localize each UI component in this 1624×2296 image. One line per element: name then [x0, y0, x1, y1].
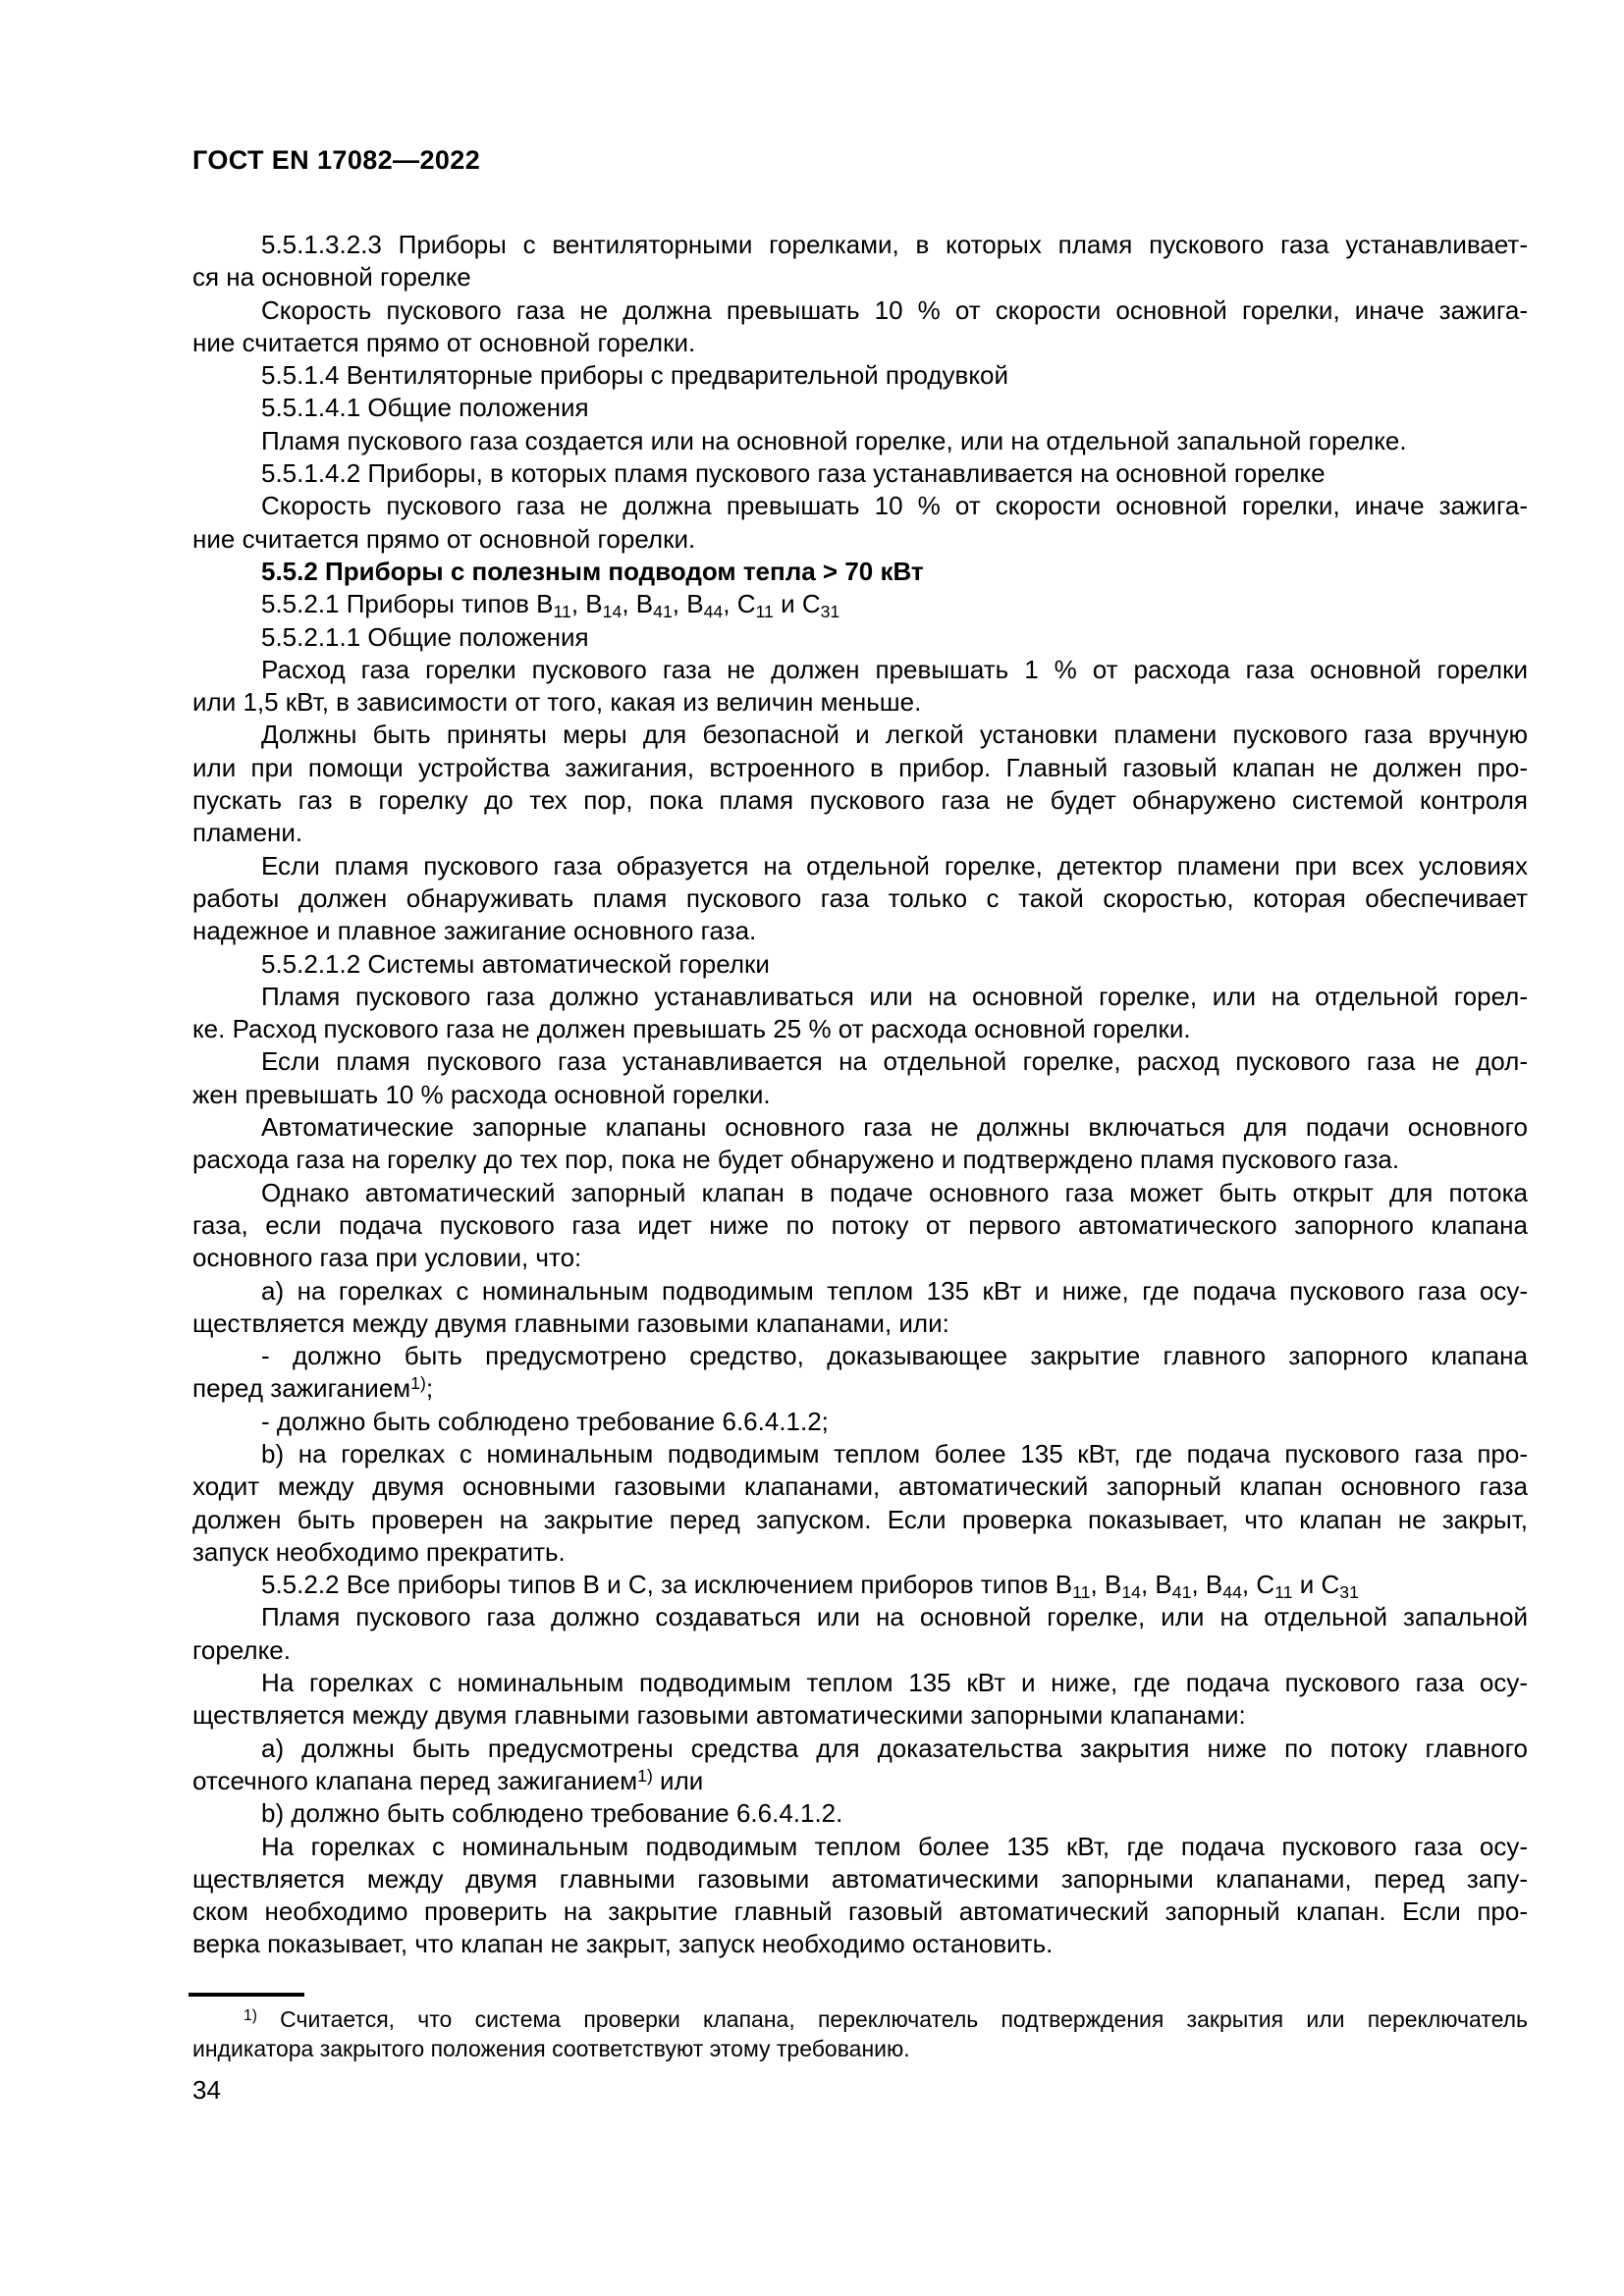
text-line: На горелках с номинальным подводимым теплом 135 кВт и ниже, где подача пускового газа осу- [261, 1668, 1528, 1698]
text-line: индикатора закрытого положения соответствуют этому требованию. [192, 2036, 910, 2061]
text-line: Пламя пускового газа должно устанавливаться или на основной горелке, или на отдельной горел- [261, 981, 1528, 1011]
paragraph [192, 1111, 1528, 1177]
text-line: основного газа при условии, что: [192, 1243, 582, 1273]
text-line: надежное и плавное зажигание основного газа. [192, 916, 757, 946]
text-run: , B [1191, 1570, 1223, 1600]
text-line: горелке. [192, 1634, 291, 1665]
paragraph [192, 392, 1528, 424]
paragraph [192, 457, 1528, 490]
paragraph [192, 425, 1528, 457]
text-line [192, 1372, 1528, 1405]
paragraph [192, 1667, 1528, 1733]
text-line: 5.5.1.4.2 Приборы, в которых пламя пускового газа устанавливается на основной горелке [261, 458, 1326, 489]
paragraph [192, 1406, 1528, 1438]
subscript-text: 11 [553, 602, 571, 622]
text-line: ществляется между двумя главными газовыми автоматическими запорными клапанами, перед запу- [192, 1863, 1528, 1894]
text-run: , B [622, 589, 654, 619]
text-line: работы должен обнаруживать пламя пускового газа только с такой скоростью, которая обеспечивает [192, 882, 1528, 913]
text-line: ние считается прямо от основной горелки. [192, 523, 696, 554]
superscript-footnote-marker: 1) [244, 2006, 257, 2024]
text-line: Скорость пускового газа не должна превышать 10 % от скорости основной горелки, иначе зажига- [261, 491, 1528, 521]
text-run: Считается, что система проверки клапана, переключатель подтверждения закрытия или переключатель [256, 2006, 1528, 2032]
paragraph [192, 229, 1528, 294]
subscript-text: 41 [1171, 1582, 1192, 1603]
paragraph [192, 490, 1528, 556]
text-line: пламени. [192, 818, 303, 848]
subscript-text: 44 [1222, 1582, 1242, 1603]
text-run: 5.5.2.2 Все приборы типов B и C, за исключением приборов типов B [261, 1570, 1073, 1600]
text-line: верка показывает, что клапан не закрыт, запуск необходимо остановить. [192, 1929, 1054, 1959]
subscript-text: 31 [1339, 1582, 1359, 1603]
paragraph [192, 1177, 1528, 1275]
paragraph [192, 948, 1528, 981]
superscript-footnote-marker: 1) [637, 1766, 653, 1786]
text-run: , B [1140, 1570, 1172, 1600]
text-line: Если пламя пускового газа образуется на отдельной горелке, детектор пламени при всех условиях [261, 850, 1528, 881]
paragraph [192, 1569, 1528, 1601]
paragraph [192, 1438, 1528, 1569]
subscript-text: 14 [1121, 1582, 1141, 1603]
text-line: ся на основной горелке [192, 262, 471, 293]
text-run: перед зажиганием [192, 1373, 411, 1404]
page-number: 34 [192, 2075, 221, 2105]
text-line: ке. Расход пускового газа не должен превышать 25 % от расхода основной горелки. [192, 1014, 1191, 1044]
document-body [192, 229, 1528, 1961]
subscript-text: 14 [602, 602, 623, 622]
text-run: и C [773, 589, 821, 619]
text-line [192, 2004, 1528, 2034]
text-run: ; [425, 1373, 434, 1404]
text-line: или 1,5 кВт, в зависимости от того, какая из величин меньше. [192, 687, 922, 718]
text-line: 5.5.2.1.2 Системы автоматической горелки [261, 948, 770, 979]
text-run: отсечного клапана перед зажиганием [192, 1765, 638, 1795]
text-line: На горелках с номинальным подводимым теплом более 135 кВт, где подача пускового газа осу- [261, 1831, 1528, 1861]
subscript-text: 11 [1072, 1582, 1091, 1603]
text-line [192, 1765, 1528, 1797]
footnote-separator-rule [189, 1993, 304, 1997]
text-line: Должны быть приняты меры для безопасной и легкой установки пламени пускового газа вручную [261, 720, 1528, 750]
paragraph [192, 1275, 1528, 1341]
text-line: 5.5.2.1.1 Общие положения [261, 621, 589, 652]
text-line: газа, если подача пускового газа идет ниже по потоку от первого автоматического запорного клапана [192, 1209, 1528, 1240]
subscript-text: 11 [755, 602, 774, 622]
text-line: Если пламя пускового газа устанавливается на отдельной горелке, расход пускового газа не дол- [261, 1046, 1528, 1077]
text-line [192, 588, 1528, 620]
text-line: Скорость пускового газа не должна превышать 10 % от скорости основной горелки, иначе зажига- [261, 294, 1528, 325]
text-line: 5.5.1.4.1 Общие положения [261, 393, 589, 423]
document-header-title: ГОСТ EN 17082—2022 [192, 145, 481, 175]
paragraph [192, 1733, 1528, 1798]
paragraph [192, 588, 1528, 620]
text-line: 5.5.1.4 Вентиляторные приборы с предварительной продувкой [261, 360, 1008, 391]
text-line: Пламя пускового газа должно создаваться или на основной горелке, или на отдельной запальной [261, 1602, 1528, 1632]
paragraph [192, 1601, 1528, 1667]
paragraph [192, 654, 1528, 720]
subscript-text: 41 [653, 602, 673, 622]
footnote-block [192, 2004, 1528, 2063]
paragraph [192, 359, 1528, 392]
text-line: - должно быть соблюдено требование 6.6.4.1.2; [261, 1406, 829, 1436]
paragraph [192, 294, 1528, 360]
text-run: 5.5.2.1 Приборы типов B [261, 589, 554, 619]
text-line: ществляется между двумя главными газовыми клапанами, или: [192, 1308, 949, 1338]
text-line: или при помощи устройства зажигания, встроенного в прибор. Главный газовый клапан не должен про- [192, 752, 1528, 782]
paragraph [192, 1797, 1528, 1830]
text-run: , B [672, 589, 704, 619]
text-line: ществляется между двумя главными газовыми автоматическими запорными клапанами: [192, 1700, 1246, 1731]
paragraph [192, 981, 1528, 1046]
paragraph [192, 1045, 1528, 1111]
text-line: ние считается прямо от основной горелки. [192, 327, 696, 357]
text-run: , B [1090, 1570, 1122, 1600]
text-line: расхода газа на горелку до тех пор, пока не будет обнаружено и подтверждено пламя пускового газа. [192, 1145, 1400, 1175]
text-line: 5.5.1.3.2.3 Приборы с вентиляторными горелками, в которых пламя пускового газа устанавливает- [261, 230, 1528, 259]
paragraph [192, 850, 1528, 948]
section-heading-paragraph [192, 556, 1528, 588]
text-line: - должно быть предусмотрено средство, доказывающее закрытие главного запорного клапана [261, 1341, 1528, 1371]
text-line: Пламя пускового газа создается или на основной горелке, или на отдельной запальной горелке. [261, 425, 1407, 455]
text-line: a) должны быть предусмотрены средства для доказательства закрытия ниже по потоку главного [261, 1733, 1528, 1763]
text-line: ском необходимо проверить на закрытие главный газовый автоматический запорный клапан. Если про- [192, 1896, 1528, 1927]
paragraph [192, 621, 1528, 654]
text-line: b) на горелках с номинальным подводимым теплом более 135 кВт, где подача пускового газа про- [261, 1438, 1528, 1468]
text-line: жен превышать 10 % расхода основной горелки. [192, 1079, 771, 1109]
superscript-footnote-marker: 1) [410, 1373, 426, 1394]
subscript-text: 31 [820, 602, 840, 622]
text-run: или [652, 1765, 704, 1795]
text-run: , B [570, 589, 603, 619]
text-line: a) на горелках с номинальным подводимым теплом 135 кВт и ниже, где подача пускового газа осу- [261, 1275, 1528, 1306]
paragraph [192, 1831, 1528, 1961]
text-run: , C [723, 589, 756, 619]
text-line [192, 1569, 1528, 1601]
subscript-text: 11 [1274, 1582, 1293, 1603]
text-line: Расход газа горелки пускового газа не должен превышать 1 % от расхода газа основной горелки [261, 654, 1528, 684]
paragraph [192, 1340, 1528, 1406]
text-line: b) должно быть соблюдено требование 6.6.4.1.2. [261, 1798, 843, 1829]
text-line: ходит между двумя основными газовыми клапанами, автоматический запорный клапан основного газа [192, 1471, 1528, 1502]
paragraph [192, 719, 1528, 849]
text-line: Автоматические запорные клапаны основного газа не должны включаться для подачи основного [261, 1112, 1528, 1143]
text-line: Однако автоматический запорный клапан в подаче основного газа может быть открыт для потока [261, 1177, 1528, 1207]
text-line: 5.5.2 Приборы с полезным подводом тепла > 70 кВт [261, 556, 924, 586]
text-line: запуск необходимо прекратить. [192, 1536, 566, 1567]
text-line: пускать газ в горелку до тех пор, пока пламя пускового газа не будет обнаружено системой контроля [192, 785, 1528, 816]
subscript-text: 44 [703, 602, 724, 622]
text-line: должен быть проверен на закрытие перед запуском. Если проверка показывает, что клапан не закрыт, [192, 1504, 1528, 1534]
text-run: и C [1292, 1570, 1340, 1600]
text-run: , C [1241, 1570, 1275, 1600]
